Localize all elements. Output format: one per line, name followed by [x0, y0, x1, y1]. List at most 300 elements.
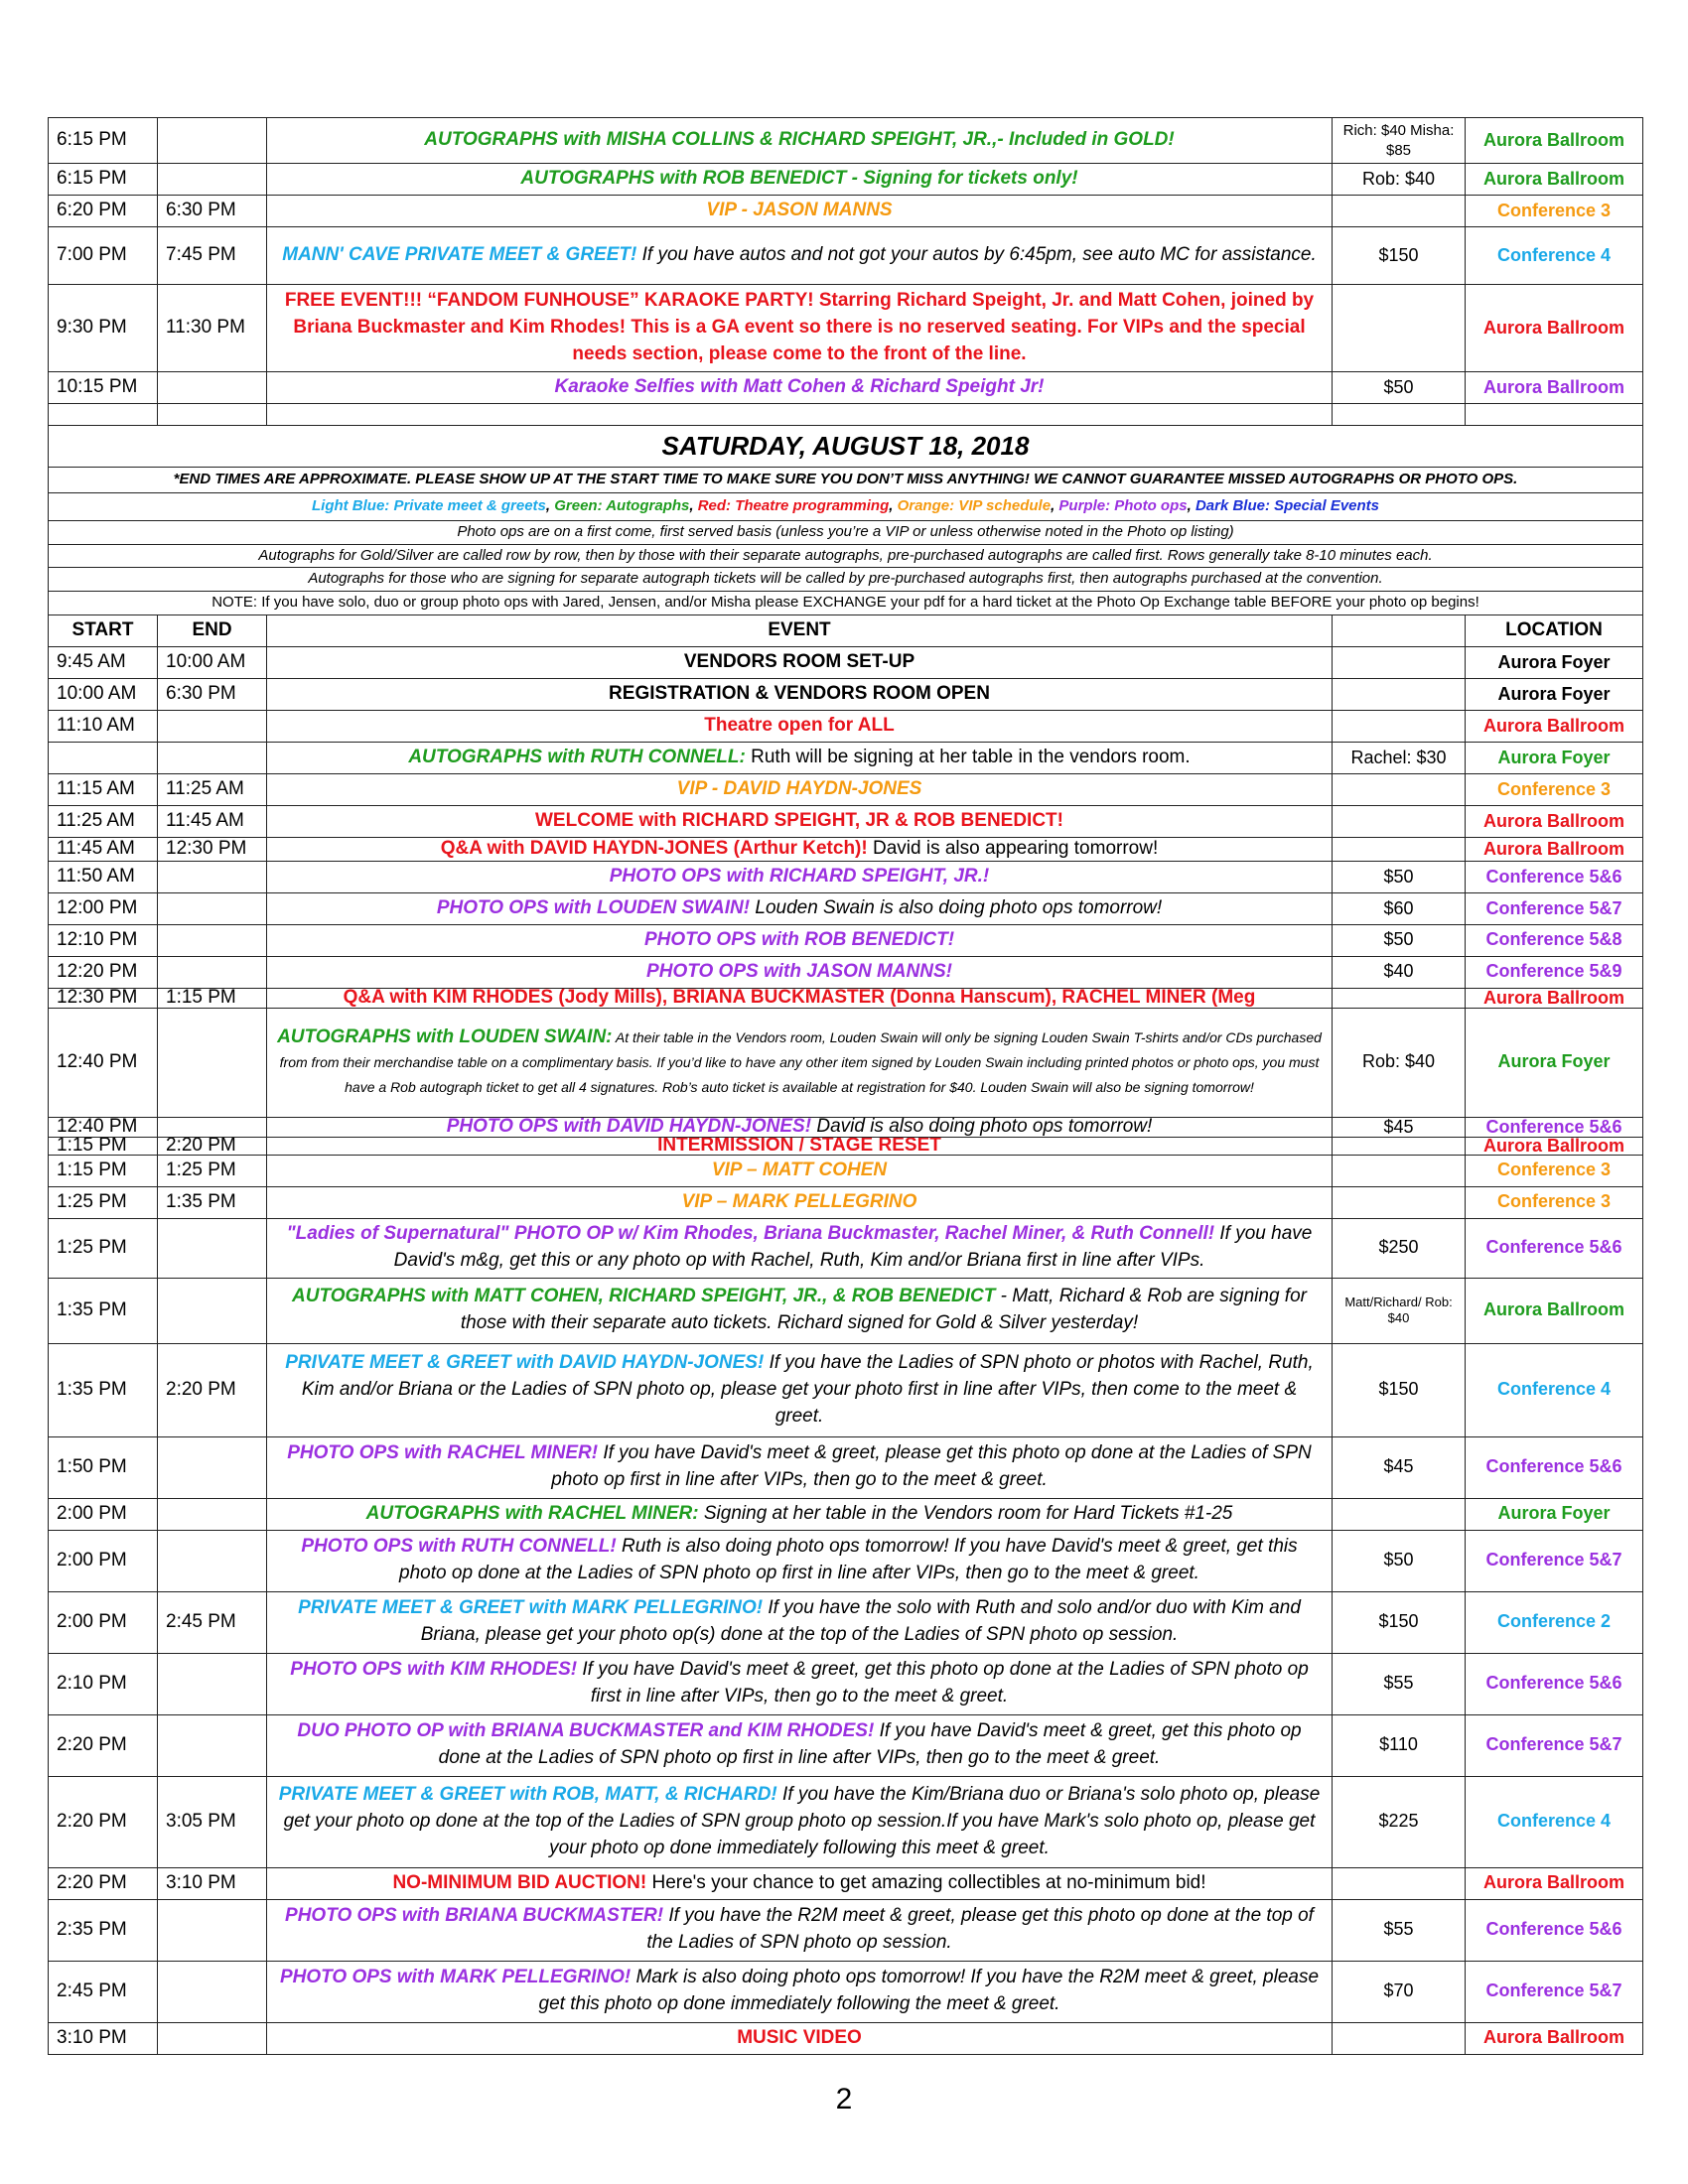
event-title: VIP – MATT COHEN	[711, 1159, 888, 1180]
event-details: David is also appearing tomorrow!	[867, 838, 1159, 860]
event-details: - Matt, Richard & Rob are signing for those with their separate auto tickets. Richard signed for Gold & Silver yesterday!	[460, 1286, 1307, 1334]
end-time	[158, 924, 267, 956]
end-time: 12:30 PM	[158, 837, 267, 861]
table-row	[49, 773, 1643, 805]
schedule-body	[49, 118, 1643, 2055]
location: Aurora Ballroom	[1466, 1867, 1643, 1899]
event-title: "Ladies of Supernatural" PHOTO OP w/ Kim Rhodes, Briana Buckmaster, Rachel Miner, & Ruth Connell!	[286, 1223, 1215, 1245]
location: Aurora Ballroom	[1466, 118, 1643, 164]
event-details: If you have David's meet & greet, please get this photo op done at the Ladies of SPN photo op first in line after VIPs, then go to the meet & greet.	[551, 1442, 1312, 1491]
table-row	[49, 710, 1643, 742]
event-description	[267, 1714, 1333, 1776]
event-description	[267, 1343, 1333, 1436]
event-description	[267, 2022, 1333, 2054]
event-details: Louden Swain is also doing photo ops tomorrow!	[750, 896, 1163, 918]
legend-entry: ,	[545, 496, 555, 514]
table-row	[49, 492, 1643, 520]
legend-entry: Purple: Photo ops	[1058, 496, 1188, 514]
day-title: SATURDAY, AUGUST 18, 2018	[49, 425, 1643, 467]
end-time: 11:25 AM	[158, 773, 267, 805]
table-row	[49, 805, 1643, 837]
event-title: PHOTO OPS with RUTH CONNELL!	[301, 1536, 617, 1558]
end-time: 1:25 PM	[158, 1155, 267, 1186]
end-time	[158, 742, 267, 773]
price: Rich: $40 Misha: $85	[1333, 118, 1466, 164]
start-time: 9:45 AM	[49, 647, 158, 679]
header-event: EVENT	[267, 615, 1333, 647]
event-description	[267, 924, 1333, 956]
header-start: START	[49, 615, 158, 647]
event-title: NO-MINIMUM BID AUCTION!	[392, 1871, 647, 1893]
end-time	[158, 892, 267, 924]
event-description	[267, 988, 1333, 1008]
event-title: VIP – MARK PELLEGRINO	[681, 1190, 917, 1212]
location: Aurora Ballroom	[1466, 988, 1643, 1008]
legend-entry: Dark Blue: Special Events	[1195, 496, 1380, 514]
location: Conference 3	[1466, 773, 1643, 805]
start-time: 3:10 PM	[49, 2022, 158, 2054]
table-row	[49, 1867, 1643, 1899]
table-row	[49, 1653, 1643, 1714]
event-title: MANN' CAVE PRIVATE MEET & GREET!	[282, 243, 637, 265]
location: Aurora Ballroom	[1466, 1137, 1643, 1155]
event-title: AUTOGRAPHS with RUTH CONNELL:	[408, 746, 746, 767]
start-time: 12:40 PM	[49, 1117, 158, 1137]
legend-entry: Orange: VIP schedule	[897, 496, 1052, 514]
end-time	[158, 1714, 267, 1776]
event-details: If you have David's m&g, get this or any photo op with Rachel, Ruth, Kim and/or Briana first in line after VIPs.	[393, 1223, 1313, 1272]
event-description	[267, 1278, 1333, 1343]
event-description	[267, 1961, 1333, 2022]
start-time: 1:15 PM	[49, 1155, 158, 1186]
event-description	[267, 1867, 1333, 1899]
empty-cell	[267, 403, 1333, 425]
start-time: 2:00 PM	[49, 1530, 158, 1591]
event-title: REGISTRATION & VENDORS ROOM OPEN	[609, 683, 990, 704]
start-time: 1:35 PM	[49, 1278, 158, 1343]
table-row	[49, 1186, 1643, 1218]
price	[1333, 2022, 1466, 2054]
event-description	[267, 1776, 1333, 1867]
table-row	[49, 1899, 1643, 1961]
start-time: 2:00 PM	[49, 1591, 158, 1653]
start-time	[49, 742, 158, 773]
start-time: 1:25 PM	[49, 1218, 158, 1278]
event-title: DUO PHOTO OP with BRIANA BUCKMASTER and KIM RHODES!	[297, 1720, 875, 1742]
table-row	[49, 2022, 1643, 2054]
table-row	[49, 1530, 1643, 1591]
table-row	[49, 861, 1643, 892]
location: Conference 4	[1466, 226, 1643, 284]
event-title: PHOTO OPS with LOUDEN SWAIN!	[436, 896, 751, 918]
price: $50	[1333, 924, 1466, 956]
start-time: 2:20 PM	[49, 1776, 158, 1867]
start-time: 10:15 PM	[49, 371, 158, 403]
end-time	[158, 1530, 267, 1591]
event-details: If you have David's meet & greet, get this photo op done at the Ladies of SPN photo op first in line after VIPs, then go to the meet & greet.	[438, 1720, 1302, 1769]
table-row	[49, 1278, 1643, 1343]
location: Conference 5&6	[1466, 1218, 1643, 1278]
legend-entry: ,	[889, 496, 898, 514]
start-time: 1:15 PM	[49, 1137, 158, 1155]
legend-entry: ,	[1187, 496, 1196, 514]
table-row	[49, 647, 1643, 679]
table-row	[49, 1961, 1643, 2022]
color-legend	[49, 492, 1643, 520]
price: $50	[1333, 1530, 1466, 1591]
price: Matt/Richard/ Rob: $40	[1333, 1278, 1466, 1343]
empty-cell	[49, 403, 158, 425]
event-description	[267, 1186, 1333, 1218]
price	[1333, 647, 1466, 679]
start-time: 11:25 AM	[49, 805, 158, 837]
schedule-note: Photo ops are on a first come, first served basis (unless you’re a VIP or unless otherwise noted in the Photo op listing)	[49, 520, 1643, 544]
event-description	[267, 1117, 1333, 1137]
event-description	[267, 1530, 1333, 1591]
event-title: PHOTO OPS with ROB BENEDICT!	[643, 928, 955, 950]
price	[1333, 1498, 1466, 1530]
end-time	[158, 164, 267, 196]
end-time	[158, 1218, 267, 1278]
event-title: PRIVATE MEET & GREET with DAVID HAYDN-JONES!	[285, 1351, 765, 1373]
price	[1333, 1186, 1466, 1218]
location: Conference 5&6	[1466, 1436, 1643, 1498]
legend-entry: Red: Theatre programming	[697, 496, 890, 514]
event-title: PRIVATE MEET & GREET with MARK PELLEGRINO!	[298, 1597, 764, 1619]
location: Conference 3	[1466, 1186, 1643, 1218]
table-row	[49, 1436, 1643, 1498]
event-details: If you have the R2M meet & greet, please get this photo op done at the top of the Ladies of SPN photo op session.	[646, 1905, 1314, 1954]
event-title: AUTOGRAPHS with MISHA COLLINS & RICHARD SPEIGHT, JR.,- Included in GOLD!	[424, 129, 1175, 151]
empty-cell	[158, 403, 267, 425]
table-row	[49, 467, 1643, 492]
price: $55	[1333, 1653, 1466, 1714]
end-time	[158, 1653, 267, 1714]
location: Aurora Foyer	[1466, 742, 1643, 773]
table-row	[49, 195, 1643, 226]
end-time: 7:45 PM	[158, 226, 267, 284]
start-time: 2:35 PM	[49, 1899, 158, 1961]
event-description	[267, 1436, 1333, 1498]
price	[1333, 1137, 1466, 1155]
event-description	[267, 861, 1333, 892]
table-row	[49, 742, 1643, 773]
end-time	[158, 1278, 267, 1343]
table-row	[49, 520, 1643, 544]
end-time	[158, 2022, 267, 2054]
end-time	[158, 1008, 267, 1117]
schedule-table	[48, 117, 1643, 2055]
legend-entry: ,	[1051, 496, 1059, 514]
start-time: 2:20 PM	[49, 1867, 158, 1899]
event-title: PHOTO OPS with BRIANA BUCKMASTER!	[285, 1905, 664, 1927]
start-time: 2:10 PM	[49, 1653, 158, 1714]
event-details: If you have the Kim/Briana duo or Briana's solo photo op, please get your photo op done at the top of the Ladies of SPN group photo op session.If you have Mark's solo photo op, please get your photo op done immediately following this meet & greet.	[283, 1783, 1321, 1858]
event-title: VIP - JASON MANNS	[706, 199, 893, 220]
table-row	[49, 403, 1643, 425]
table-row	[49, 568, 1643, 592]
event-title: PHOTO OPS with KIM RHODES!	[290, 1659, 578, 1681]
table-row	[49, 164, 1643, 196]
event-details: Mark is also doing photo ops tomorrow! If you have the R2M meet & greet, please get this photo op done immediately following the meet & greet.	[538, 1967, 1320, 2015]
price: $50	[1333, 371, 1466, 403]
table-row	[49, 1591, 1643, 1653]
event-description	[267, 1008, 1333, 1117]
event-description	[267, 195, 1333, 226]
schedule-note: *END TIMES ARE APPROXIMATE. PLEASE SHOW UP AT THE START TIME TO MAKE SURE YOU DON’T MISS ANYTHING! WE CANNOT GUARANTEE MISSED AUTOGRAPHS OR PHOTO OPS.	[49, 467, 1643, 492]
location: Conference 5&8	[1466, 924, 1643, 956]
empty-cell	[1333, 403, 1466, 425]
schedule-note: Autographs for Gold/Silver are called row by row, then by those with their separate autographs, pre-purchased autographs are called first. Rows generally take 8-10 minutes each.	[49, 544, 1643, 568]
price: $50	[1333, 861, 1466, 892]
legend-entry: ,	[689, 496, 698, 514]
end-time: 1:15 PM	[158, 988, 267, 1008]
start-time: 11:15 AM	[49, 773, 158, 805]
price: Rachel: $30	[1333, 742, 1466, 773]
table-row	[49, 226, 1643, 284]
table-row	[49, 425, 1643, 467]
location: Aurora Ballroom	[1466, 1278, 1643, 1343]
event-details: If you have the solo with Ruth and solo and/or duo with Kim and Briana, please get your photo op(s) done at the top of the Ladies of SPN photo op session.	[420, 1597, 1301, 1646]
location: Conference 3	[1466, 195, 1643, 226]
end-time	[158, 1117, 267, 1137]
start-time: 2:20 PM	[49, 1714, 158, 1776]
event-description	[267, 892, 1333, 924]
price: Rob: $40	[1333, 164, 1466, 196]
start-time: 6:20 PM	[49, 195, 158, 226]
start-time: 1:35 PM	[49, 1343, 158, 1436]
price	[1333, 710, 1466, 742]
price: $150	[1333, 226, 1466, 284]
table-row	[49, 592, 1643, 615]
event-description	[267, 1498, 1333, 1530]
event-title: Q&A with KIM RHODES (Jody Mills), BRIANA BUCKMASTER (Donna Hanscum), RACHEL MINER (Meg	[343, 988, 1256, 1009]
price: $225	[1333, 1776, 1466, 1867]
legend-entry: Green: Autographs	[554, 496, 690, 514]
location: Aurora Foyer	[1466, 1498, 1643, 1530]
event-title: AUTOGRAPHS with ROB BENEDICT - Signing for tickets only!	[520, 168, 1078, 189]
empty-cell	[1466, 403, 1643, 425]
event-title: Q&A with DAVID HAYDN-JONES (Arthur Ketch)!	[440, 838, 868, 860]
event-title: INTERMISSION / STAGE RESET	[657, 1137, 941, 1156]
start-time: 1:25 PM	[49, 1186, 158, 1218]
event-description	[267, 118, 1333, 164]
event-description	[267, 1218, 1333, 1278]
start-time: 11:45 AM	[49, 837, 158, 861]
event-title: FREE EVENT!!! “FANDOM FUNHOUSE” KARAOKE PARTY! Starring Richard Speight, Jr. and Matt Cohen, joined by Briana Buckmaster and Kim Rhodes! This is a GA event so there is no reserved seating. For VIPs and the special needs section, please come to the front of the line.	[284, 289, 1315, 364]
location: Aurora Foyer	[1466, 679, 1643, 711]
end-time: 2:45 PM	[158, 1591, 267, 1653]
table-row	[49, 371, 1643, 403]
event-description	[267, 773, 1333, 805]
start-time: 12:20 PM	[49, 956, 158, 988]
schedule-note: NOTE: If you have solo, duo or group photo ops with Jared, Jensen, and/or Misha please EXCHANGE your pdf for a hard ticket at the Photo Op Exchange table BEFORE your photo op begins!	[49, 592, 1643, 615]
table-row	[49, 956, 1643, 988]
end-time: 6:30 PM	[158, 679, 267, 711]
price	[1333, 837, 1466, 861]
location: Conference 3	[1466, 1155, 1643, 1186]
end-time	[158, 1961, 267, 2022]
event-title: PHOTO OPS with JASON MANNS!	[646, 960, 952, 982]
table-row	[49, 1498, 1643, 1530]
location: Aurora Ballroom	[1466, 164, 1643, 196]
location: Conference 4	[1466, 1343, 1643, 1436]
start-time: 9:30 PM	[49, 284, 158, 371]
table-row	[49, 679, 1643, 711]
event-description	[267, 284, 1333, 371]
location: Conference 2	[1466, 1591, 1643, 1653]
table-row	[49, 924, 1643, 956]
event-details: Here's your chance to get amazing collectibles at no-minimum bid!	[646, 1871, 1206, 1893]
end-time	[158, 371, 267, 403]
table-row	[49, 1776, 1643, 1867]
start-time: 12:30 PM	[49, 988, 158, 1008]
price	[1333, 1155, 1466, 1186]
end-time: 11:30 PM	[158, 284, 267, 371]
table-row	[49, 544, 1643, 568]
location: Aurora Ballroom	[1466, 284, 1643, 371]
location: Conference 5&6	[1466, 1117, 1643, 1137]
start-time: 10:00 AM	[49, 679, 158, 711]
schedule-note: Autographs for those who are signing for separate autograph tickets will be called by pre-purchased autographs first, then autographs purchased at the convention.	[49, 568, 1643, 592]
start-time: 6:15 PM	[49, 118, 158, 164]
event-title: AUTOGRAPHS with RACHEL MINER:	[365, 1502, 699, 1524]
price: $110	[1333, 1714, 1466, 1776]
location: Aurora Ballroom	[1466, 371, 1643, 403]
event-details: David is also doing photo ops tomorrow!	[811, 1117, 1153, 1138]
price: $55	[1333, 1899, 1466, 1961]
start-time: 6:15 PM	[49, 164, 158, 196]
start-time: 11:50 AM	[49, 861, 158, 892]
event-description	[267, 1155, 1333, 1186]
event-details: If you have autos and not got your autos by 6:45pm, see auto MC for assistance.	[636, 243, 1317, 265]
event-description	[267, 1137, 1333, 1155]
price: $40	[1333, 956, 1466, 988]
event-title: AUTOGRAPHS with MATT COHEN, RICHARD SPEIGHT, JR., & ROB BENEDICT	[292, 1286, 996, 1307]
table-row	[49, 1117, 1643, 1137]
table-row	[49, 284, 1643, 371]
end-time: 11:45 AM	[158, 805, 267, 837]
event-title: PHOTO OPS with MARK PELLEGRINO!	[279, 1967, 632, 1988]
price: $150	[1333, 1343, 1466, 1436]
event-description	[267, 1591, 1333, 1653]
price	[1333, 1867, 1466, 1899]
event-details: Signing at her table in the Vendors room for Hard Tickets #1-25	[698, 1502, 1233, 1524]
event-title: VIP - DAVID HAYDN-JONES	[676, 777, 922, 799]
price: Rob: $40	[1333, 1008, 1466, 1117]
end-time	[158, 1899, 267, 1961]
location: Aurora Ballroom	[1466, 2022, 1643, 2054]
end-time: 3:10 PM	[158, 1867, 267, 1899]
table-row	[49, 837, 1643, 861]
event-details: Ruth will be signing at her table in the vendors room.	[745, 746, 1191, 767]
event-details: If you have the Ladies of SPN photo or photos with Rachel, Ruth, Kim and/or Briana or the Ladies of SPN photo op, please get your photo first in line after VIPs, then come to the meet & greet.	[301, 1351, 1314, 1427]
location: Aurora Ballroom	[1466, 837, 1643, 861]
event-description	[267, 805, 1333, 837]
location: Conference 5&7	[1466, 1961, 1643, 2022]
legend-entry: Light Blue: Private meet & greets	[311, 496, 546, 514]
location: Conference 5&7	[1466, 892, 1643, 924]
end-time: 1:35 PM	[158, 1186, 267, 1218]
start-time: 12:00 PM	[49, 892, 158, 924]
event-description	[267, 679, 1333, 711]
event-description	[267, 647, 1333, 679]
table-row	[49, 1218, 1643, 1278]
location: Aurora Foyer	[1466, 647, 1643, 679]
event-details: At their table in the Vendors room, Louden Swain will only be signing Louden Swain T-shirts and/or CDs purchased from from their merchandise table on a complimentary basis. If you’d like to have any other item signed by Louden Swain including printed photos or photo ops, you must have a Rob autograph ticket to get all 4 signatures. Rob’s auto ticket is available at registration for $40. Louden Swain will also be signing tomorrow!	[279, 1029, 1322, 1095]
event-description	[267, 1899, 1333, 1961]
table-row	[49, 118, 1643, 164]
table-row	[49, 1343, 1643, 1436]
price	[1333, 773, 1466, 805]
location: Conference 4	[1466, 1776, 1643, 1867]
event-description	[267, 837, 1333, 861]
start-time: 2:45 PM	[49, 1961, 158, 2022]
page-number: 2	[835, 2083, 853, 2116]
price	[1333, 195, 1466, 226]
location: Conference 5&9	[1466, 956, 1643, 988]
event-description	[267, 742, 1333, 773]
price	[1333, 284, 1466, 371]
event-description	[267, 956, 1333, 988]
event-title: PHOTO OPS with DAVID HAYDN-JONES!	[446, 1117, 812, 1138]
price	[1333, 805, 1466, 837]
price	[1333, 988, 1466, 1008]
price: $250	[1333, 1218, 1466, 1278]
end-time: 2:20 PM	[158, 1137, 267, 1155]
table-row	[49, 1137, 1643, 1155]
table-header-row	[49, 615, 1643, 647]
location: Conference 5&6	[1466, 1899, 1643, 1961]
location: Conference 5&6	[1466, 1653, 1643, 1714]
event-title: VENDORS ROOM SET-UP	[683, 651, 915, 673]
start-time: 12:10 PM	[49, 924, 158, 956]
price: $60	[1333, 892, 1466, 924]
event-title: AUTOGRAPHS with LOUDEN SWAIN:	[277, 1026, 613, 1048]
price: $70	[1333, 1961, 1466, 2022]
table-row	[49, 892, 1643, 924]
end-time: 6:30 PM	[158, 195, 267, 226]
event-description	[267, 371, 1333, 403]
start-time: 12:40 PM	[49, 1008, 158, 1117]
header-end: END	[158, 615, 267, 647]
price	[1333, 679, 1466, 711]
event-title: WELCOME with RICHARD SPEIGHT, JR & ROB BENEDICT!	[534, 809, 1063, 831]
event-title: PRIVATE MEET & GREET with ROB, MATT, & RICHARD!	[278, 1783, 777, 1805]
header-price	[1333, 615, 1466, 647]
location: Conference 5&6	[1466, 861, 1643, 892]
table-row	[49, 1155, 1643, 1186]
start-time: 2:00 PM	[49, 1498, 158, 1530]
end-time	[158, 861, 267, 892]
event-title: Karaoke Selfies with Matt Cohen & Richard Speight Jr!	[554, 375, 1045, 397]
start-time: 11:10 AM	[49, 710, 158, 742]
end-time: 10:00 AM	[158, 647, 267, 679]
event-title: PHOTO OPS with RICHARD SPEIGHT, JR.!	[609, 865, 990, 887]
price: $45	[1333, 1117, 1466, 1137]
end-time	[158, 1498, 267, 1530]
event-title: Theatre open for ALL	[704, 714, 895, 736]
start-time: 1:50 PM	[49, 1436, 158, 1498]
event-details: Ruth is also doing photo ops tomorrow! If you have David's meet & greet, get this photo op done at the Ladies of SPN photo op first in line after VIPs, then go to the meet & greet.	[399, 1536, 1298, 1584]
header-location: LOCATION	[1466, 615, 1643, 647]
price: $45	[1333, 1436, 1466, 1498]
location: Aurora Ballroom	[1466, 710, 1643, 742]
end-time: 3:05 PM	[158, 1776, 267, 1867]
end-time	[158, 956, 267, 988]
event-description	[267, 226, 1333, 284]
table-row	[49, 1714, 1643, 1776]
